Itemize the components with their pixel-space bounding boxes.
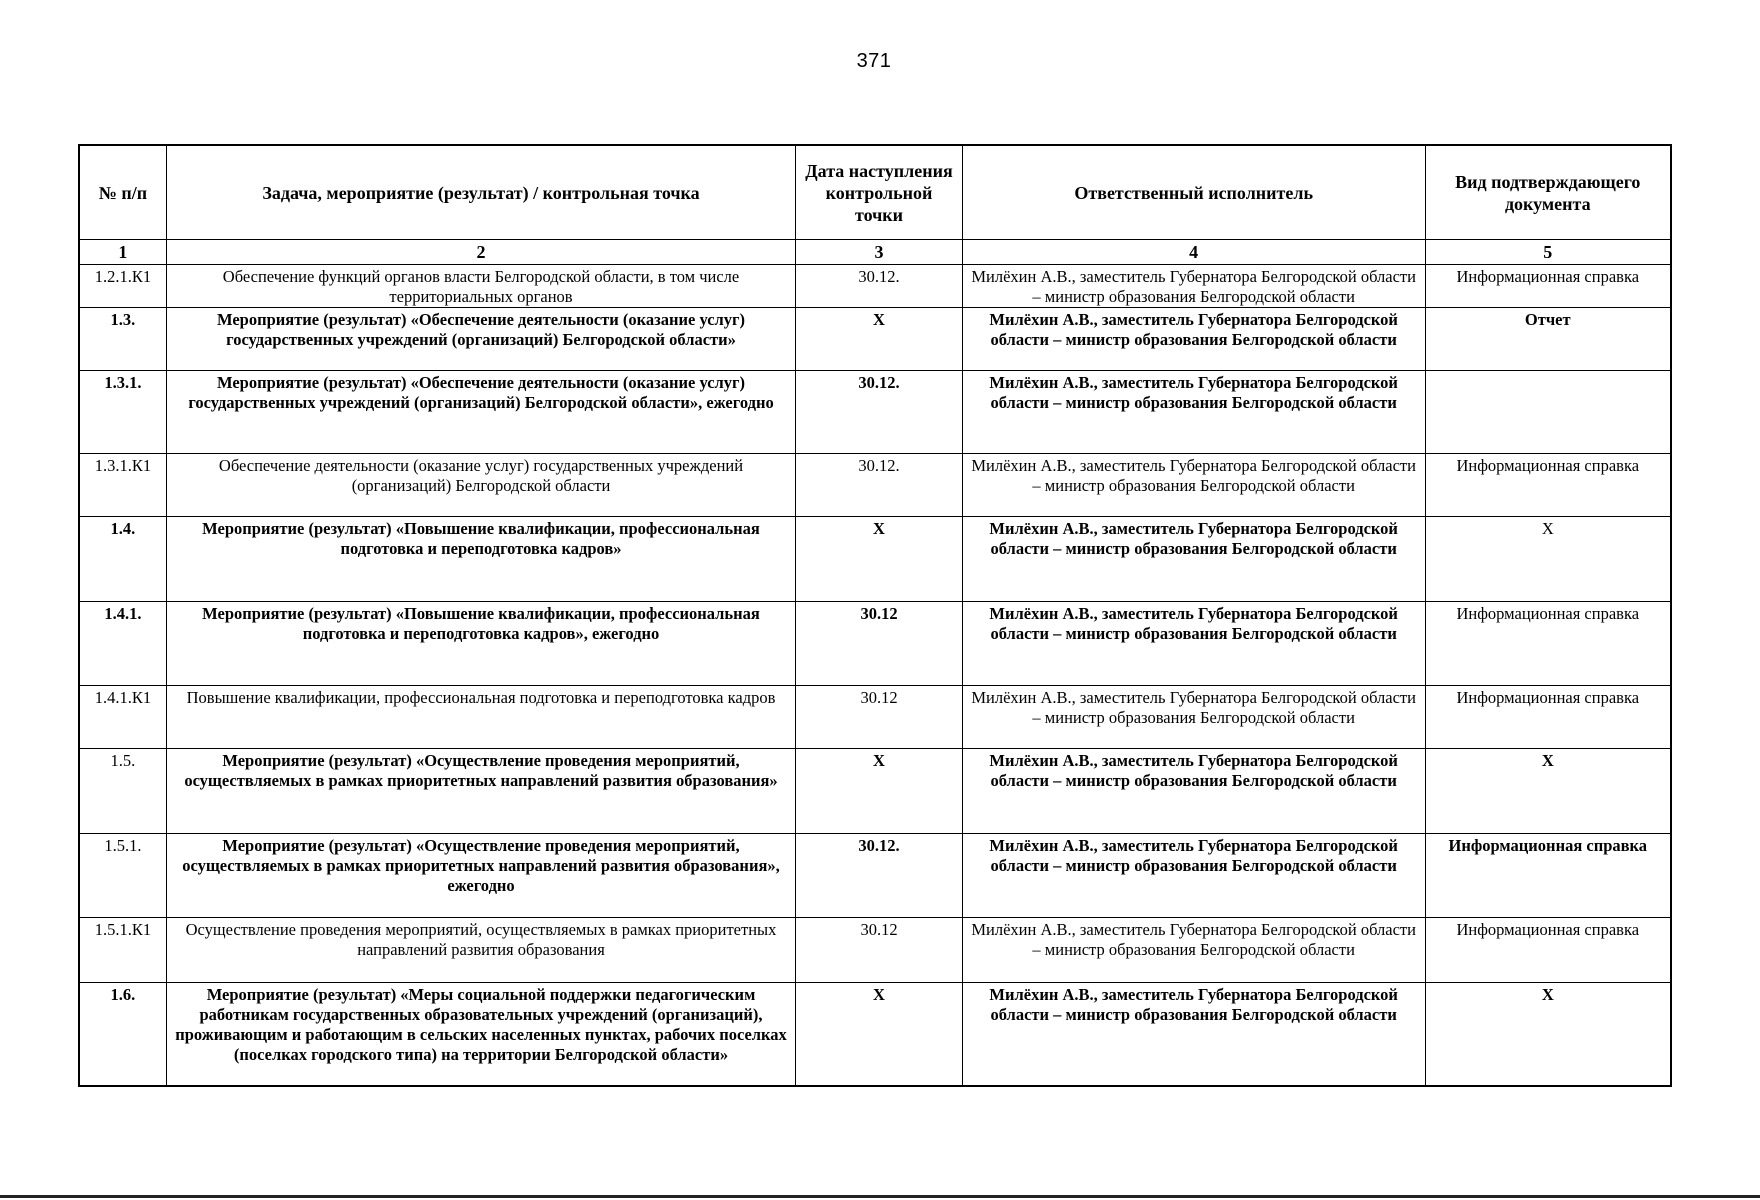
cell-task: Мероприятие (результат) «Повышение квалификации, профессиональная подготовка и переподготовка кадров» <box>166 516 795 601</box>
cell-date: 30.12. <box>796 833 963 917</box>
cell-number: 1.4.1.К1 <box>79 685 166 748</box>
column-number: 2 <box>166 239 795 264</box>
table-row <box>79 982 1671 1086</box>
control-points-table <box>78 144 1672 1087</box>
table-row <box>79 601 1671 685</box>
header-number: № п/п <box>79 145 166 239</box>
cell-task: Мероприятие (результат) «Осуществление проведения мероприятий, осуществляемых в рамках приоритетных направлений развития образования», ежегодно <box>166 833 795 917</box>
table-row <box>79 748 1671 833</box>
cell-task: Мероприятие (результат) «Обеспечение деятельности (оказание услуг) государственных учреждений (организаций) Белгородской области» <box>166 307 795 370</box>
cell-date: 30.12 <box>796 601 963 685</box>
cell-number: 1.2.1.К1 <box>79 264 166 307</box>
cell-task: Обеспечение функций органов власти Белгородской области, в том числе территориальных органов <box>166 264 795 307</box>
cell-task: Мероприятие (результат) «Обеспечение деятельности (оказание услуг) государственных учреждений (организаций) Белгородской области», ежегодно <box>166 370 795 453</box>
cell-task: Обеспечение деятельности (оказание услуг) государственных учреждений (организаций) Белгородской области <box>166 453 795 516</box>
cell-date: Х <box>796 516 963 601</box>
cell-date: 30.12. <box>796 370 963 453</box>
cell-task: Мероприятие (результат) «Осуществление проведения мероприятий, осуществляемых в рамках приоритетных направлений развития образования» <box>166 748 795 833</box>
cell-date: 30.12 <box>796 917 963 982</box>
cell-responsible: Милёхин А.В., заместитель Губернатора Белгородской области – министр образования Белгородской области <box>962 264 1425 307</box>
cell-responsible: Милёхин А.В., заместитель Губернатора Белгородской области – министр образования Белгородской области <box>962 917 1425 982</box>
table-row <box>79 917 1671 982</box>
cell-task: Повышение квалификации, профессиональная подготовка и переподготовка кадров <box>166 685 795 748</box>
column-number: 3 <box>796 239 963 264</box>
cell-document: Информационная справка <box>1425 833 1671 917</box>
cell-date: 30.12. <box>796 453 963 516</box>
cell-number: 1.3.1.К1 <box>79 453 166 516</box>
table-header <box>79 145 1671 264</box>
header-date: Дата наступления контрольной точки <box>796 145 963 239</box>
table-row <box>79 833 1671 917</box>
cell-responsible: Милёхин А.В., заместитель Губернатора Белгородской области – министр образования Белгородской области <box>962 453 1425 516</box>
cell-document: Информационная справка <box>1425 453 1671 516</box>
cell-number: 1.5.1. <box>79 833 166 917</box>
cell-responsible: Милёхин А.В., заместитель Губернатора Белгородской области – министр образования Белгородской области <box>962 833 1425 917</box>
cell-number: 1.3.1. <box>79 370 166 453</box>
table-row <box>79 264 1671 307</box>
cell-responsible: Милёхин А.В., заместитель Губернатора Белгородской области – министр образования Белгородской области <box>962 748 1425 833</box>
table-row <box>79 516 1671 601</box>
cell-document <box>1425 370 1671 453</box>
header-row <box>79 145 1671 239</box>
cell-number: 1.5. <box>79 748 166 833</box>
cell-date: Х <box>796 307 963 370</box>
cell-task: Мероприятие (результат) «Повышение квалификации, профессиональная подготовка и переподготовка кадров», ежегодно <box>166 601 795 685</box>
cell-number: 1.4.1. <box>79 601 166 685</box>
cell-document: Х <box>1425 982 1671 1086</box>
table-row <box>79 685 1671 748</box>
cell-date: 30.12. <box>796 264 963 307</box>
cell-number: 1.5.1.К1 <box>79 917 166 982</box>
cell-responsible: Милёхин А.В., заместитель Губернатора Белгородской области – министр образования Белгородской области <box>962 601 1425 685</box>
cell-responsible: Милёхин А.В., заместитель Губернатора Белгородской области – министр образования Белгородской области <box>962 982 1425 1086</box>
cell-number: 1.6. <box>79 982 166 1086</box>
cell-document: Х <box>1425 516 1671 601</box>
cell-date: Х <box>796 982 963 1086</box>
column-number: 5 <box>1425 239 1671 264</box>
column-number: 4 <box>962 239 1425 264</box>
cell-date: Х <box>796 748 963 833</box>
cell-number: 1.4. <box>79 516 166 601</box>
column-number-row <box>79 239 1671 264</box>
table-body <box>79 264 1671 1086</box>
cell-task: Мероприятие (результат) «Меры социальной поддержки педагогическим работникам государственных образовательных учреждений (организаций), проживающим и работающим в сельских населенных пунктах, рабочих поселках (поселках городского типа) на территории Белгородской области» <box>166 982 795 1086</box>
table-row <box>79 307 1671 370</box>
page-number: 371 <box>856 50 892 72</box>
cell-responsible: Милёхин А.В., заместитель Губернатора Белгородской области – министр образования Белгородской области <box>962 685 1425 748</box>
cell-document: Х <box>1425 748 1671 833</box>
cell-responsible: Милёхин А.В., заместитель Губернатора Белгородской области – министр образования Белгородской области <box>962 370 1425 453</box>
header-document: Вид подтверждающего документа <box>1425 145 1671 239</box>
table-row <box>79 453 1671 516</box>
cell-number: 1.3. <box>79 307 166 370</box>
column-number: 1 <box>79 239 166 264</box>
cell-document: Информационная справка <box>1425 685 1671 748</box>
control-points-table-wrapper <box>78 144 1672 1087</box>
cell-document: Информационная справка <box>1425 601 1671 685</box>
cell-task: Осуществление проведения мероприятий, осуществляемых в рамках приоритетных направлений развития образования <box>166 917 795 982</box>
cell-document: Отчет <box>1425 307 1671 370</box>
header-responsible: Ответственный исполнитель <box>962 145 1425 239</box>
table-row <box>79 370 1671 453</box>
cell-document: Информационная справка <box>1425 917 1671 982</box>
cell-document: Информационная справка <box>1425 264 1671 307</box>
cell-responsible: Милёхин А.В., заместитель Губернатора Белгородской области – министр образования Белгородской области <box>962 307 1425 370</box>
cell-date: 30.12 <box>796 685 963 748</box>
cell-responsible: Милёхин А.В., заместитель Губернатора Белгородской области – министр образования Белгородской области <box>962 516 1425 601</box>
footer-divider <box>0 1195 1760 1198</box>
header-task: Задача, мероприятие (результат) / контрольная точка <box>166 145 795 239</box>
